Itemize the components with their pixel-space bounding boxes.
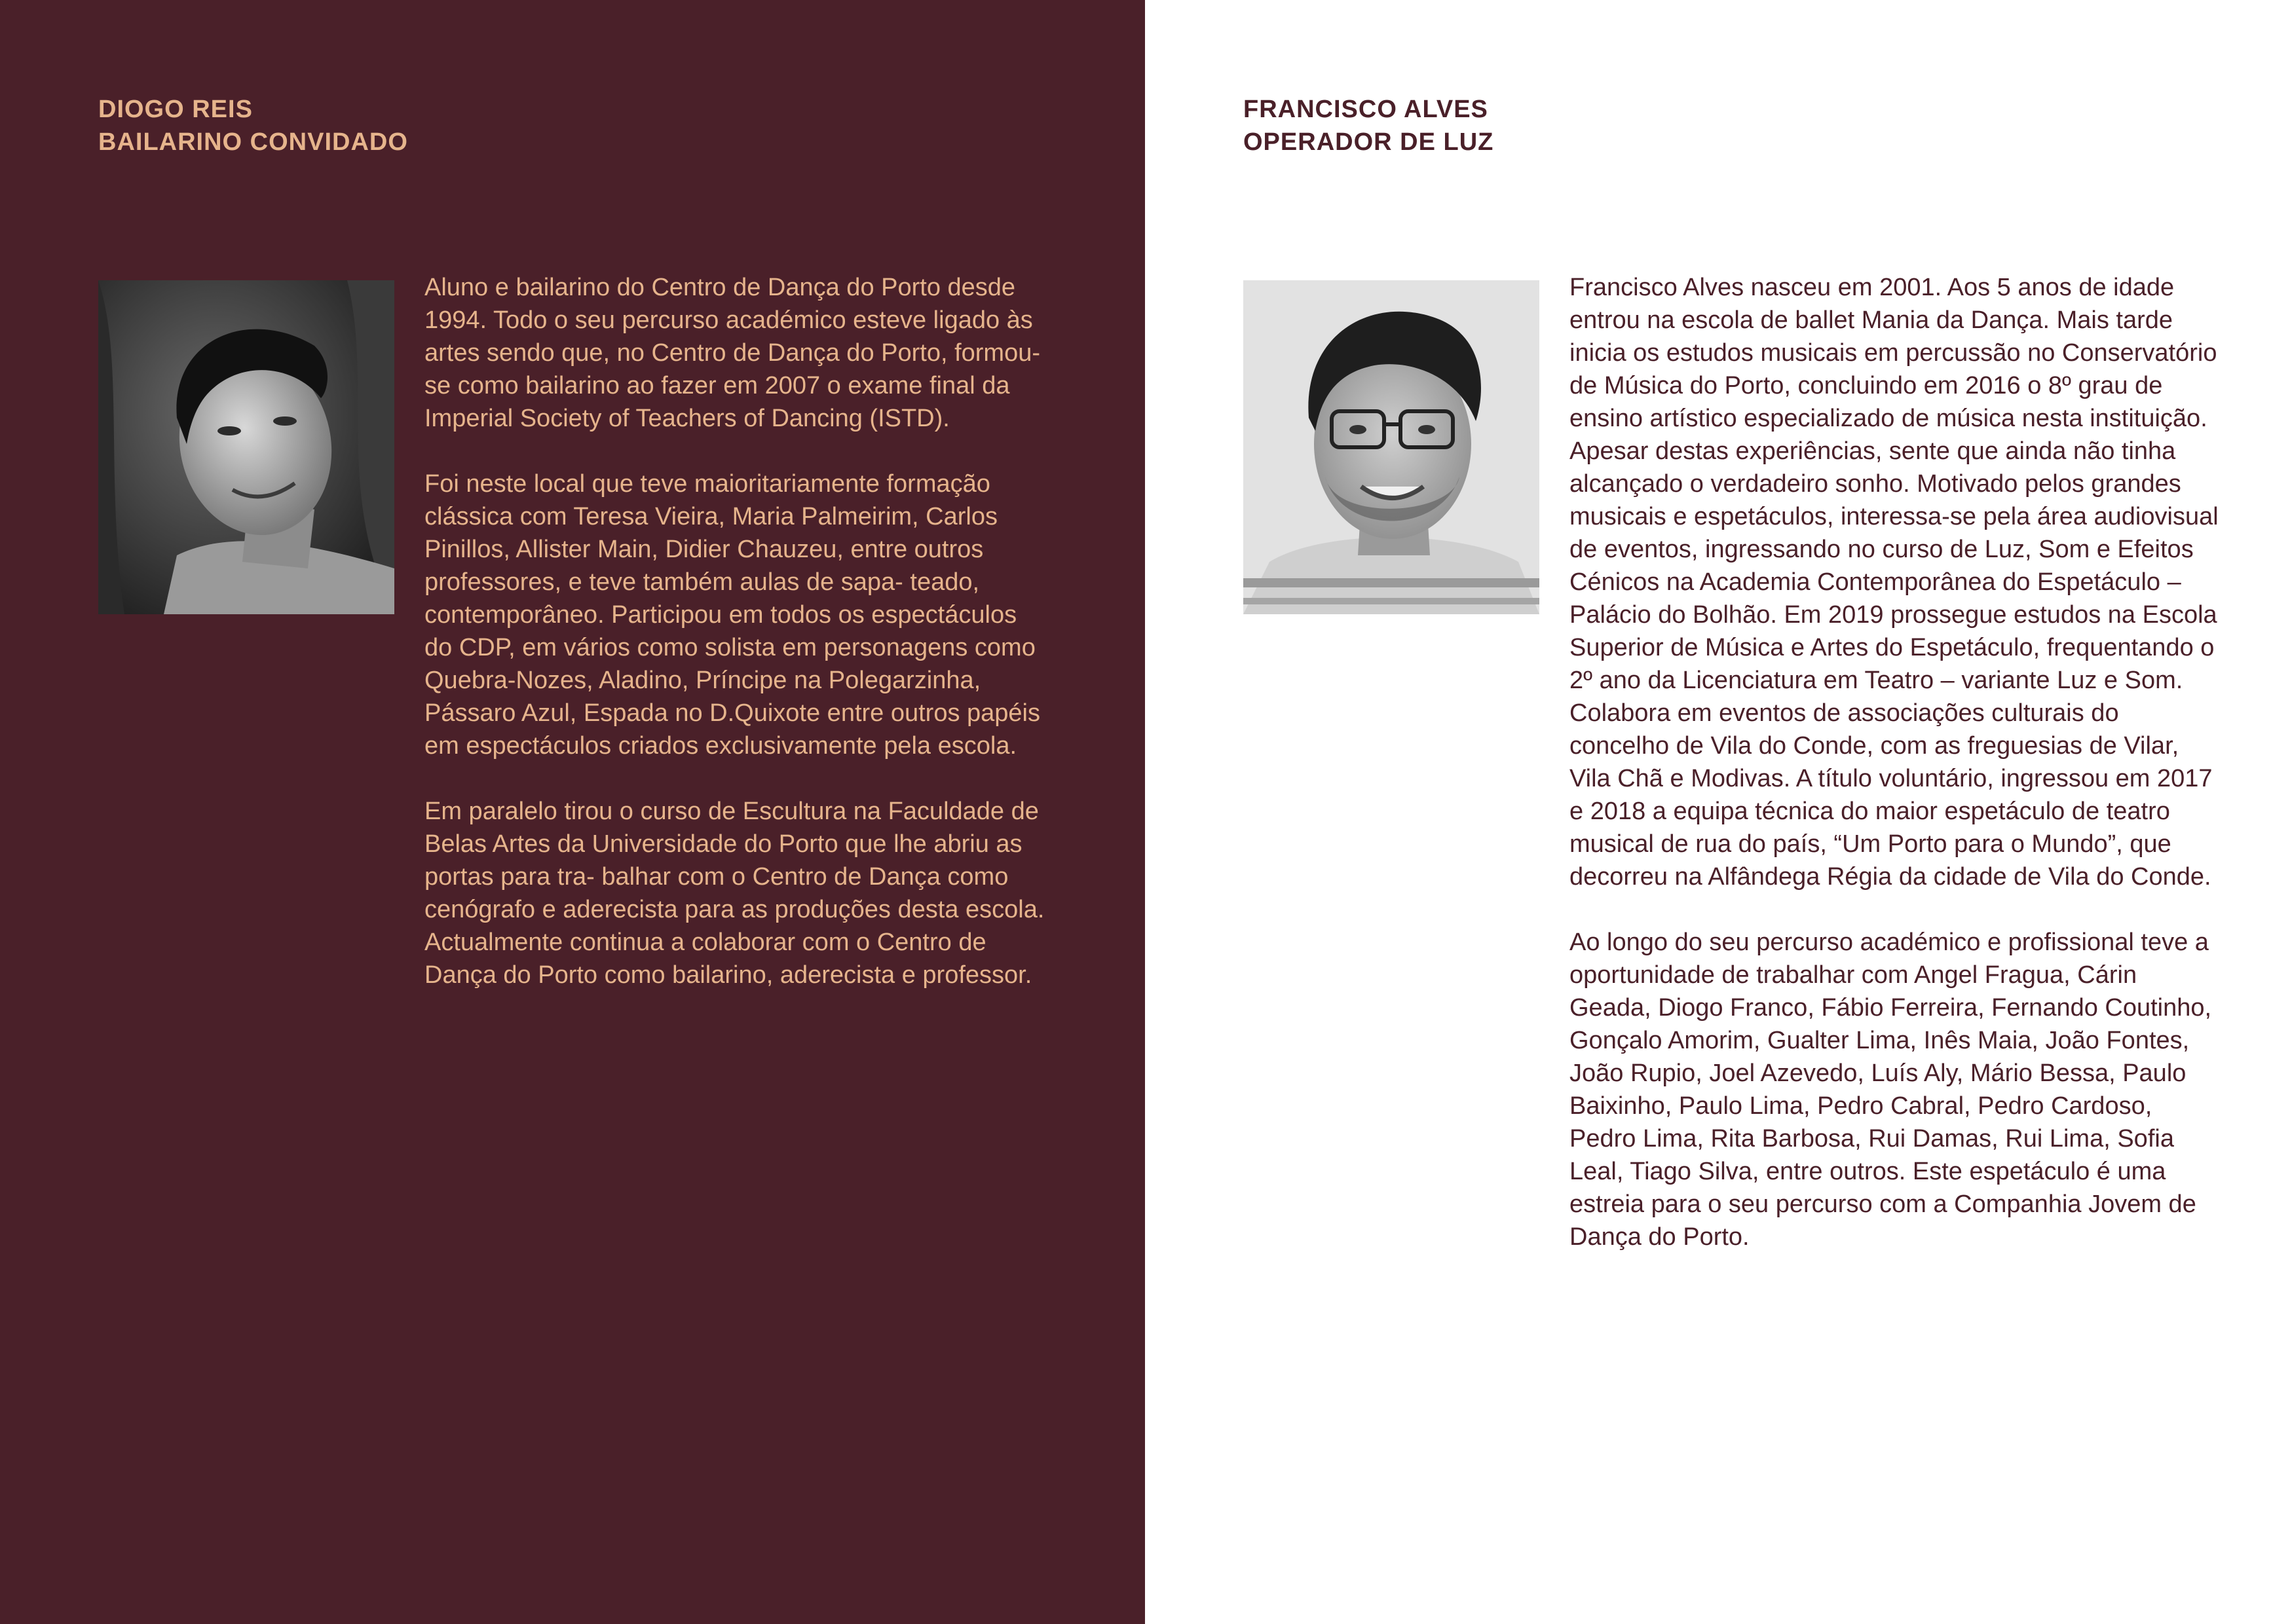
left-portrait-photo xyxy=(98,280,394,614)
right-bio-paragraph-2: Ao longo do seu percurso académico e profissional teve a oportunidade de trabalhar com Angel Fragua, Cárin Geada, Diogo Franco, Fábio Ferreira, Fernando Coutinho, Gonçalo Amorim, Gualter Lima, Inês Maia, João Fontes, João Rupio, Joel Azevedo, Luís Aly, Mário Bessa, Paulo Baixinho, Paulo Lima, Pedro Cabral, Pedro Cardoso, Pedro Lima, Rita Barbosa, Rui Damas, Rui Lima, Sofia Leal, Tiago Silva, entre outros. Este espetáculo é uma estreia para o seu percurso com a Companhia Jovem de Dança do Porto. xyxy=(1569,929,2212,1251)
left-bio-paragraph-1: Aluno e bailarino do Centro de Dança do Porto desde 1994. Todo o seu percurso académico esteve ligado às artes sendo que, no Centro de Dança do Porto, formou-se como bailarino ao fazer em 2007 o exame final da Imperial Society of Teachers of Dancing (ISTD). xyxy=(424,274,1040,432)
right-name: FRANCISCO ALVES xyxy=(1243,96,1488,123)
right-role: OPERADOR DE LUZ xyxy=(1243,128,1494,156)
left-bio-paragraph-2: Foi neste local que teve maioritariamente formação clássica com Teresa Vieira, Maria Palmeirim, Carlos Pinillos, Allister Main, Didier Chauzeu, entre outros professores, e teve também aulas de sapa- teado, contemporâneo. Participou em todos os espectáculos do CDP, em vários como solista em personagens como Quebra-Nozes, Aladino, Príncipe na Polegarzinha, Pássaro Azul, Espada no D.Quixote entre outros papéis em espectáculos criados exclusivamente pela escola. xyxy=(424,470,1040,760)
left-bio xyxy=(424,271,1047,1024)
right-portrait-photo xyxy=(1243,280,1539,614)
right-panel xyxy=(1145,0,2290,1624)
left-heading xyxy=(98,93,408,158)
right-bio-paragraph-1: Francisco Alves nasceu em 2001. Aos 5 anos de idade entrou na escola de ballet Mania da Dança. Mais tarde inicia os estudos musicais em percussão no Conservatório de Música do Porto, concluindo em 2016 o 8º grau de ensino artístico especializado de música nesta instituição. Apesar destas experiências, sente que ainda não tinha alcançado o verdadeiro sonho. Motivado pelos grandes musicais e espetáculos, interessa-se pela área audiovisual de eventos, ingressando no curso de Luz, Som e Efeitos Cénicos na Academia Contemporânea do Espetáculo – Palácio do Bolhão. Em 2019 prossegue estudos na Escola Superior de Música e Artes do Espetáculo, frequentando o 2º ano da Licenciatura em Teatro – variante Luz e Som. Colabora em eventos de associações culturais do concelho de Vila do Conde, com as freguesias de Vilar, Vila Chã e Modivas. A título voluntário, ingressou em 2017 e 2018 a equipa técnica do maior espetáculo de teatro musical de rua do país, “Um Porto para o Mundo”, que decorreu na Alfândega Régia da cidade de Vila do Conde. xyxy=(1569,274,2219,891)
left-role: BAILARINO CONVIDADO xyxy=(98,128,408,156)
right-heading xyxy=(1243,93,1493,158)
left-bio-paragraph-3: Em paralelo tirou o curso de Escultura na Faculdade de Belas Artes da Universidade do Porto que lhe abriu as portas para tra- balhar com o Centro de Dança como cenógrafo e aderecista para as produções desta escola. Actualmente continua a colaborar com o Centro de Dança do Porto como bailarino, aderecista e professor. xyxy=(424,798,1045,989)
right-bio xyxy=(1569,271,2224,1286)
left-name: DIOGO REIS xyxy=(98,96,253,123)
